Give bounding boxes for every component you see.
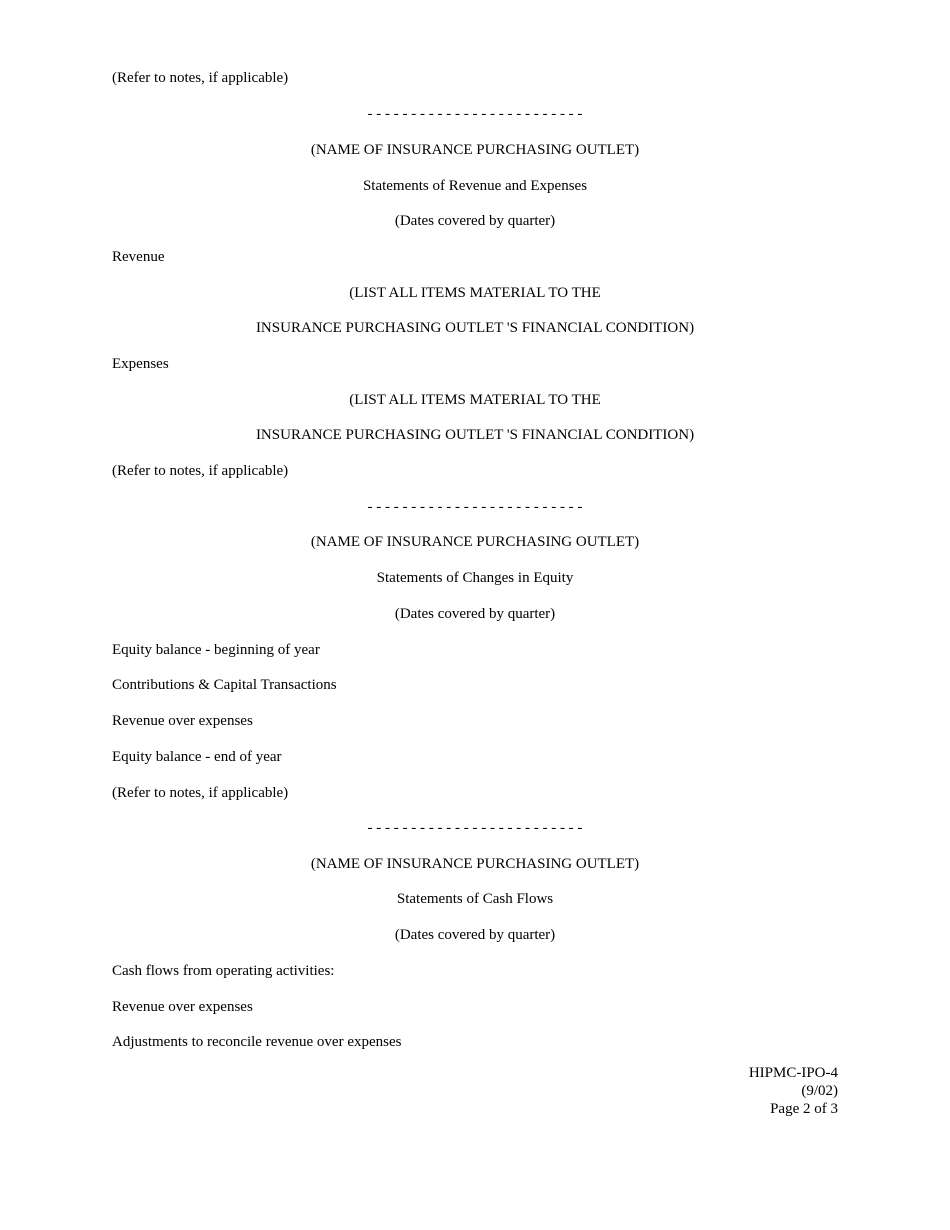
section-divider-1: - - - - - - - - - - - - - - - - - - - - - - - - - [367,106,583,122]
form-revision: (9/02) [801,1083,838,1099]
equity-item: Equity balance - end of year [112,749,282,765]
outlet-name-heading-1: (NAME OF INSURANCE PURCHASING OUTLET) [310,142,640,158]
statement-title-changes-in-equity: Statements of Changes in Equity [376,570,574,586]
expenses-list-instruction-line2: INSURANCE PURCHASING OUTLET 'S FINANCIAL CONDITION) [255,427,695,443]
revenue-list-instruction-line2: INSURANCE PURCHASING OUTLET 'S FINANCIAL CONDITION) [255,320,695,336]
refer-notes-1: (Refer to notes, if applicable) [112,70,289,86]
cash-flow-item: Revenue over expenses [112,999,253,1015]
outlet-name-heading-3: (NAME OF INSURANCE PURCHASING OUTLET) [310,856,640,872]
section-divider-2: - - - - - - - - - - - - - - - - - - - - - - - - - [367,499,583,515]
refer-notes-3: (Refer to notes, if applicable) [112,785,289,801]
dates-covered-3: (Dates covered by quarter) [394,927,556,943]
statement-title-revenue-expenses: Statements of Revenue and Expenses [362,178,588,194]
dates-covered-1: (Dates covered by quarter) [394,213,556,229]
statement-title-cash-flows: Statements of Cash Flows [396,891,554,907]
equity-item: Contributions & Capital Transactions [112,677,337,693]
outlet-name-heading-2: (NAME OF INSURANCE PURCHASING OUTLET) [310,534,640,550]
page-number: Page 2 of 3 [770,1101,838,1117]
expenses-label: Expenses [112,356,169,372]
cash-flow-item: Adjustments to reconcile revenue over expenses [112,1034,402,1050]
form-footer [749,1064,838,1118]
form-id: HIPMC-IPO-4 [748,1065,838,1081]
expenses-list-instruction-line1: (LIST ALL ITEMS MATERIAL TO THE [349,392,601,408]
section-divider-3: - - - - - - - - - - - - - - - - - - - - - - - - - [367,820,583,836]
revenue-list-instruction-line1: (LIST ALL ITEMS MATERIAL TO THE [349,285,601,301]
equity-item: Equity balance - beginning of year [112,642,320,658]
equity-item: Revenue over expenses [112,713,253,729]
revenue-label: Revenue [112,249,165,265]
dates-covered-2: (Dates covered by quarter) [394,606,556,622]
refer-notes-2: (Refer to notes, if applicable) [112,463,289,479]
cash-flow-item: Cash flows from operating activities: [112,963,335,979]
